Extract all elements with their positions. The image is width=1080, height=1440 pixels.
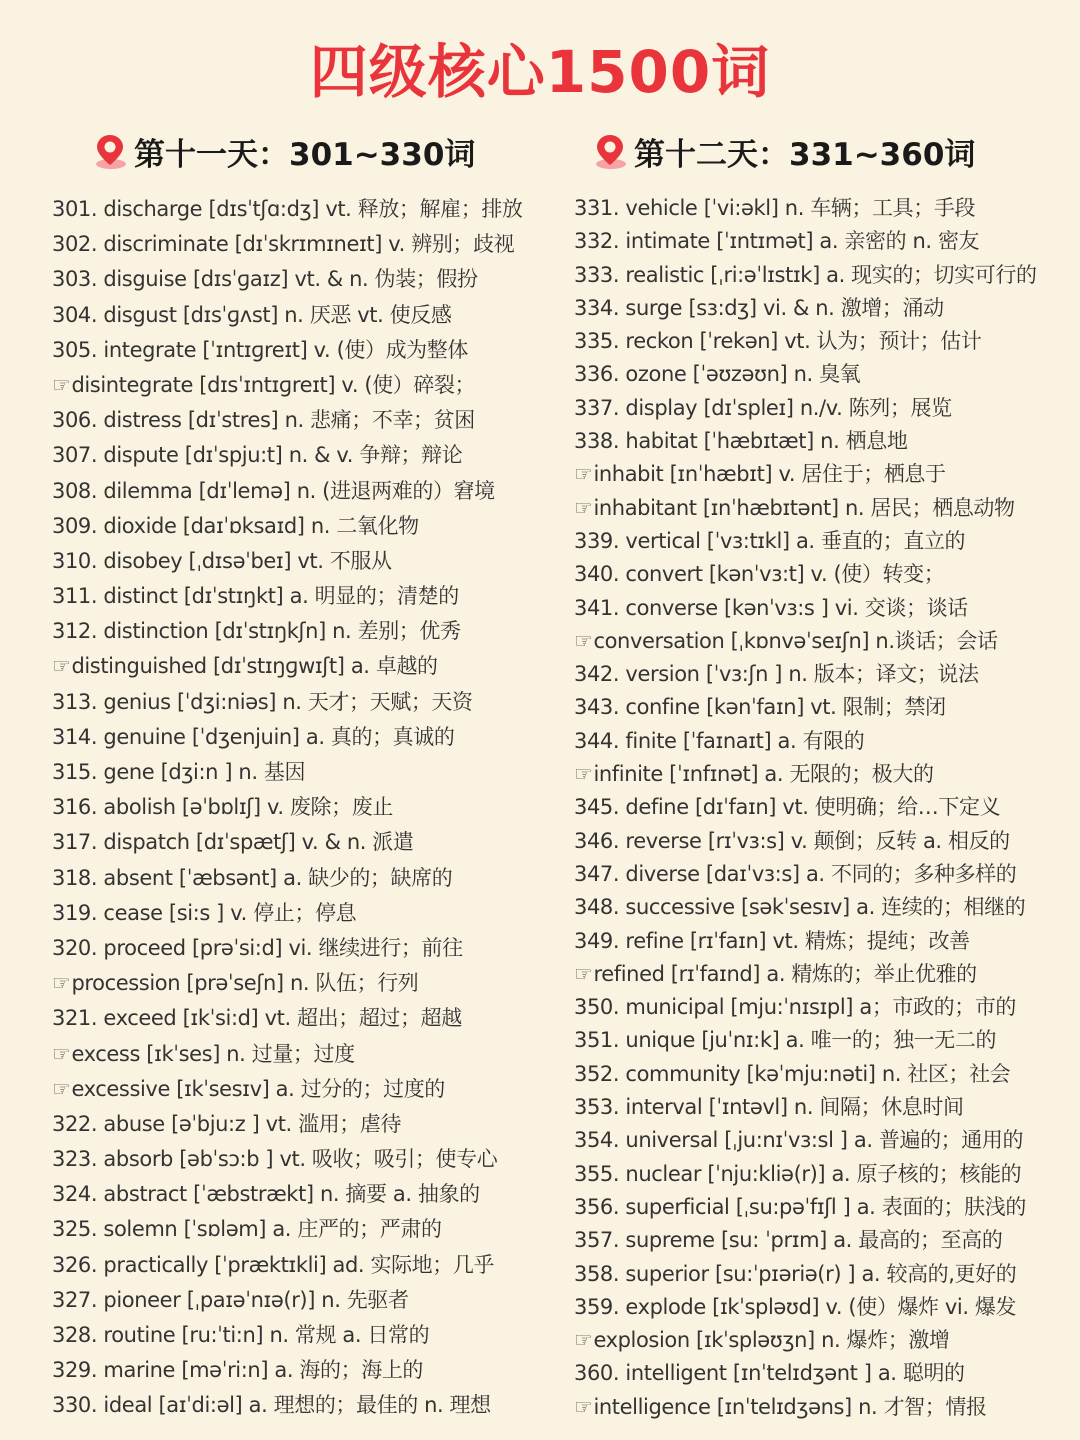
- word-entry-text: 359. explode [ɪkˈspləʊd] v. (使）爆炸 vi. 爆发: [574, 1294, 1017, 1319]
- word-entry: [52, 685, 552, 720]
- word-entry-text: 356. superficial [ˌsu:pəˈfɪʃl ] a. 表面的；肤浅的: [574, 1194, 1026, 1219]
- word-entry: [52, 403, 552, 438]
- word-entry-text: 322. abuse [əˈbju:z ] vt. 滥用；虐待: [52, 1111, 402, 1136]
- pointing-hand-icon: ☞: [574, 628, 593, 653]
- derived-word-entry: [574, 625, 1074, 658]
- word-entry: [52, 1212, 552, 1247]
- word-entry: [52, 1001, 552, 1036]
- word-entry: [52, 1353, 552, 1388]
- word-entry-text: 342. version [ˈvɜ:ʃn ] n. 版本；译文；说法: [574, 662, 979, 687]
- word-entry-text: disintegrate [dɪsˈɪntɪɡreɪt] v. (使）碎裂；: [71, 372, 476, 397]
- word-entry-text: procession [prəˈseʃn] n. 队伍；行列: [71, 971, 419, 996]
- word-entry-text: 310. disobey [ˌdɪsəˈbeɪ] vt. 不服从: [52, 548, 392, 573]
- word-entry: [574, 725, 1074, 758]
- word-entry-text: 327. pioneer [ˌpaɪəˈnɪə(r)] n. 先驱者: [52, 1287, 409, 1312]
- word-entry-text: 316. abolish [əˈbɒlɪʃ] v. 废除；废止: [52, 795, 393, 820]
- pointing-hand-icon: ☞: [52, 654, 71, 679]
- word-entry-text: 315. gene [dʒi:n ] n. 基因: [52, 760, 306, 784]
- pointing-hand-icon: ☞: [52, 372, 71, 397]
- word-entry-text: 308. dilemma [dɪˈlemə] n. (进退两难的）窘境: [52, 478, 495, 503]
- word-entry: [574, 292, 1074, 325]
- word-entry-text: 352. community [kəˈmju:nəti] n. 社区；社会: [574, 1061, 1011, 1086]
- word-entry-text: 337. display [dɪˈspleɪ] n./v. 陈列；展览: [574, 395, 952, 420]
- word-entry-text: 318. absent [ˈæbsənt] a. 缺少的；缺席的: [52, 865, 453, 890]
- word-entry-text: 360. intelligent [ɪnˈtelɪdʒənt ] a. 聪明的: [574, 1361, 965, 1386]
- derived-word-entry: [574, 1324, 1074, 1357]
- word-entry-text: infinite [ˈɪnfɪnət] a. 无限的；极大的: [593, 762, 934, 787]
- location-pin-icon: [590, 131, 630, 171]
- word-entry: [574, 259, 1074, 292]
- word-entry: [52, 438, 552, 473]
- word-entry-text: 305. integrate [ˈɪntɪɡreɪt] v. (使）成为整体: [52, 337, 468, 362]
- word-entry: [574, 525, 1074, 558]
- word-entry: [574, 1224, 1074, 1257]
- word-entry-text: 312. distinction [dɪˈstɪŋkʃn] n. 差别；优秀: [52, 619, 461, 644]
- pointing-hand-icon: ☞: [574, 762, 593, 787]
- derived-word-entry: [52, 1037, 552, 1072]
- word-entry: [52, 755, 552, 790]
- word-entry-text: 307. dispute [dɪˈspju:t] n. & v. 争辩；辩论: [52, 443, 463, 468]
- word-entry-text: 334. surge [sɜ:dʒ] vi. & n. 激增；涌动: [574, 295, 944, 320]
- word-entry-text: 332. intimate [ˈɪntɪmət] a. 亲密的 n. 密友: [574, 229, 980, 254]
- word-entry-text: 325. solemn [ˈsɒləm] a. 庄严的；严肃的: [52, 1217, 442, 1242]
- word-entry-text: intelligence [ɪnˈtelɪdʒəns] n. 才智；情报: [593, 1394, 987, 1419]
- word-entry: [574, 1058, 1074, 1091]
- day-11-column: [52, 126, 552, 1424]
- word-entry: [52, 825, 552, 860]
- word-entry: [574, 425, 1074, 458]
- word-entry-text: 346. reverse [rɪˈvɜ:s] v. 颠倒；反转 a. 相反的: [574, 828, 1010, 853]
- word-entry: [52, 474, 552, 509]
- word-entry: [574, 1258, 1074, 1291]
- word-entry-text: 301. discharge [dɪsˈtʃɑ:dʒ] vt. 释放；解雇；排放: [52, 197, 523, 221]
- word-entry-text: 302. discriminate [dɪˈskrɪmɪneɪt] v. 辨别；歧视: [52, 232, 515, 257]
- word-entry: [52, 579, 552, 614]
- word-entry-text: 350. municipal [mju:ˈnɪsɪpl] a；市政的；市的: [574, 995, 1017, 1020]
- word-entry-text: 317. dispatch [dɪˈspætʃ] v. & n. 派遣: [52, 830, 414, 855]
- word-entry: [52, 1283, 552, 1318]
- word-entry-text: 339. vertical [ˈvɜ:tɪkl] a. 垂直的；直立的: [574, 528, 966, 553]
- word-entry: [52, 262, 552, 297]
- word-entry-text: 343. confine [kənˈfaɪn] vt. 限制；禁闭: [574, 695, 946, 720]
- word-entry: [574, 691, 1074, 724]
- word-entry-text: 320. proceed [prəˈsi:d] vi. 继续进行；前往: [52, 935, 463, 960]
- word-entry-text: 323. absorb [əbˈsɔ:b ] vt. 吸收；吸引；使专心: [52, 1147, 498, 1172]
- word-entry: [574, 658, 1074, 691]
- word-entry-text: 344. finite [ˈfaɪnaɪt] a. 有限的: [574, 728, 865, 753]
- location-pin-icon: [90, 131, 130, 171]
- word-entry-text: 331. vehicle [ˈvi:əkl] n. 车辆；工具；手段: [574, 196, 976, 220]
- word-entry-text: 341. converse [kənˈvɜ:s ] vi. 交谈；谈话: [574, 595, 968, 620]
- derived-word-entry: [52, 649, 552, 684]
- derived-word-entry: [52, 1072, 552, 1107]
- word-entry: [52, 1248, 552, 1283]
- word-entry: [574, 891, 1074, 924]
- word-entry-text: 304. disgust [dɪsˈɡʌst] n. 厌恶 vt. 使反感: [52, 302, 452, 327]
- word-entry: [574, 825, 1074, 858]
- word-entry: [574, 358, 1074, 391]
- page-title: 四级核心1500词: [309, 38, 771, 106]
- derived-word-entry: [574, 758, 1074, 791]
- word-entry: [52, 1318, 552, 1353]
- pointing-hand-icon: ☞: [574, 961, 593, 986]
- word-entry: [52, 720, 552, 755]
- word-entry-text: 348. successive [səkˈsesɪv] a. 连续的；相继的: [574, 895, 1026, 920]
- day-12-heading: [574, 126, 1074, 176]
- word-entry: [574, 1124, 1074, 1157]
- derived-word-entry: [52, 966, 552, 1001]
- word-entry-text: 314. genuine [ˈdʒenjuin] a. 真的；真诚的: [52, 724, 455, 749]
- word-entry: [52, 614, 552, 649]
- pointing-hand-icon: ☞: [52, 1076, 71, 1101]
- word-entry: [52, 298, 552, 333]
- word-entry-text: 353. interval [ˈɪntəvl] n. 间隔；休息时间: [574, 1095, 964, 1120]
- word-entry-text: excessive [ɪkˈsesɪv] a. 过分的；过度的: [71, 1076, 445, 1101]
- word-entry-text: 324. abstract [ˈæbstrækt] n. 摘要 a. 抽象的: [52, 1182, 480, 1207]
- word-entry-text: 309. dioxide [daɪˈɒksaɪd] n. 二氧化物: [52, 513, 419, 538]
- pointing-hand-icon: ☞: [574, 495, 593, 520]
- word-entry-text: 357. supreme [su: ˈprɪm] a. 最高的；至高的: [574, 1228, 1003, 1253]
- derived-word-entry: [574, 492, 1074, 525]
- word-entry-text: 328. routine [ru:ˈti:n] n. 常规 a. 日常的: [52, 1323, 430, 1347]
- pointing-hand-icon: ☞: [52, 971, 71, 996]
- word-entry-text: 306. distress [dɪˈstres] n. 悲痛；不幸；贫困: [52, 408, 475, 433]
- word-entry: [52, 227, 552, 262]
- word-entry: [52, 1107, 552, 1142]
- word-entry-text: 347. diverse [daɪˈvɜ:s] a. 不同的；多种多样的: [574, 861, 1017, 886]
- word-entry: [574, 192, 1074, 225]
- word-entry: [574, 225, 1074, 258]
- day-12-word-list: [574, 192, 1074, 1424]
- word-entry-text: conversation [ˌkɒnvəˈseɪʃn] n.谈话；会话: [593, 628, 998, 653]
- word-entry-text: 319. cease [si:s ] v. 停止；停息: [52, 900, 357, 925]
- word-entry-text: 329. marine [məˈri:n] a. 海的；海上的: [52, 1358, 424, 1383]
- day-12-heading-text: 第十二天：331~360词: [634, 136, 976, 173]
- word-entry-text: 333. realistic [ˌri:əˈlɪstɪk] a. 现实的；切实可行的: [574, 262, 1037, 287]
- word-entry-text: 335. reckon [ˈrekən] vt. 认为；预计；估计: [574, 329, 982, 354]
- word-entry: [574, 1357, 1074, 1390]
- word-entry: [574, 791, 1074, 824]
- pointing-hand-icon: ☞: [52, 1041, 71, 1066]
- word-entry: [574, 1191, 1074, 1224]
- word-entry-text: 330. ideal [aɪˈdi:əl] a. 理想的；最佳的 n. 理想: [52, 1393, 491, 1418]
- word-entry-text: 358. superior [su:ˈpɪəriə(r) ] a. 较高的,更好的: [574, 1261, 1017, 1286]
- pointing-hand-icon: ☞: [574, 1328, 593, 1353]
- day-11-word-list: [52, 192, 552, 1424]
- word-entry-text: distinguished [dɪˈstɪŋɡwɪʃt] a. 卓越的: [71, 654, 438, 679]
- word-entry-text: 345. define [dɪˈfaɪn] vt. 使明确；给…下定义: [574, 795, 1001, 820]
- word-entry-text: refined [rɪˈfaɪnd] a. 精炼的；举止优雅的: [593, 961, 977, 986]
- word-entry: [574, 991, 1074, 1024]
- pointing-hand-icon: ☞: [574, 1394, 593, 1419]
- word-entry-text: 326. practically [ˈpræktɪkli] ad. 实际地；几乎: [52, 1252, 495, 1277]
- word-entry: [52, 509, 552, 544]
- word-entry-text: 303. disguise [dɪsˈɡaɪz] vt. & n. 伪装；假扮: [52, 267, 478, 292]
- day-11-heading-text: 第十一天：301~330词: [134, 136, 476, 173]
- word-entry: [52, 1388, 552, 1423]
- derived-word-entry: [574, 1391, 1074, 1424]
- word-entry: [52, 333, 552, 368]
- derived-word-entry: [52, 368, 552, 403]
- derived-word-entry: [574, 958, 1074, 991]
- word-entry: [52, 861, 552, 896]
- word-entry: [574, 325, 1074, 358]
- word-entry: [52, 1142, 552, 1177]
- word-entry-text: 354. universal [ˌju:nɪˈvɜ:sl ] a. 普遍的；通用的: [574, 1128, 1024, 1153]
- word-entry-text: inhabit [ɪnˈhæbɪt] v. 居住于；栖息于: [593, 462, 946, 487]
- word-entry-text: excess [ɪkˈses] n. 过量；过度: [71, 1041, 355, 1066]
- day-11-heading: [52, 126, 552, 176]
- word-entry: [52, 544, 552, 579]
- word-entry: [52, 1177, 552, 1212]
- word-entry-text: 313. genius [ˈdʒi:niəs] n. 天才；天赋；天资: [52, 689, 473, 714]
- word-entry-text: 351. unique [juˈnɪ:k] a. 唯一的；独一无二的: [574, 1028, 997, 1053]
- derived-word-entry: [574, 458, 1074, 491]
- word-entry: [574, 392, 1074, 425]
- word-entry: [574, 592, 1074, 625]
- word-entry: [574, 1158, 1074, 1191]
- word-entry-text: 355. nuclear [ˈnju:kliə(r)] a. 原子核的；核能的: [574, 1161, 1022, 1186]
- word-entry-text: 311. distinct [dɪˈstɪŋkt] a. 明显的；清楚的: [52, 584, 459, 609]
- word-entry: [574, 925, 1074, 958]
- word-entry-text: 349. refine [rɪˈfaɪn] vt. 精炼；提纯；改善: [574, 928, 970, 953]
- word-entry-text: 340. convert [kənˈvɜ:t] v. (使）转变；: [574, 562, 945, 587]
- day-12-column: [574, 126, 1074, 1424]
- word-entry: [574, 858, 1074, 891]
- word-entry-text: explosion [ɪkˈspləʊʒn] n. 爆炸；激增: [593, 1328, 950, 1353]
- word-entry-text: 336. ozone [ˈəʊzəʊn] n. 臭氧: [574, 362, 861, 387]
- word-entry-text: 321. exceed [ɪkˈsi:d] vt. 超出；超过；超越: [52, 1006, 462, 1031]
- word-entry: [52, 896, 552, 931]
- word-entry: [52, 192, 552, 227]
- word-entry-text: inhabitant [ɪnˈhæbɪtənt] n. 居民；栖息动物: [593, 495, 1015, 520]
- word-entry-text: 338. habitat [ˈhæbɪtæt] n. 栖息地: [574, 429, 908, 454]
- word-entry: [574, 1291, 1074, 1324]
- word-entry: [574, 1024, 1074, 1057]
- pointing-hand-icon: ☞: [574, 462, 593, 487]
- word-entry: [52, 931, 552, 966]
- word-entry: [52, 790, 552, 825]
- word-entry: [574, 1091, 1074, 1124]
- word-entry: [574, 558, 1074, 591]
